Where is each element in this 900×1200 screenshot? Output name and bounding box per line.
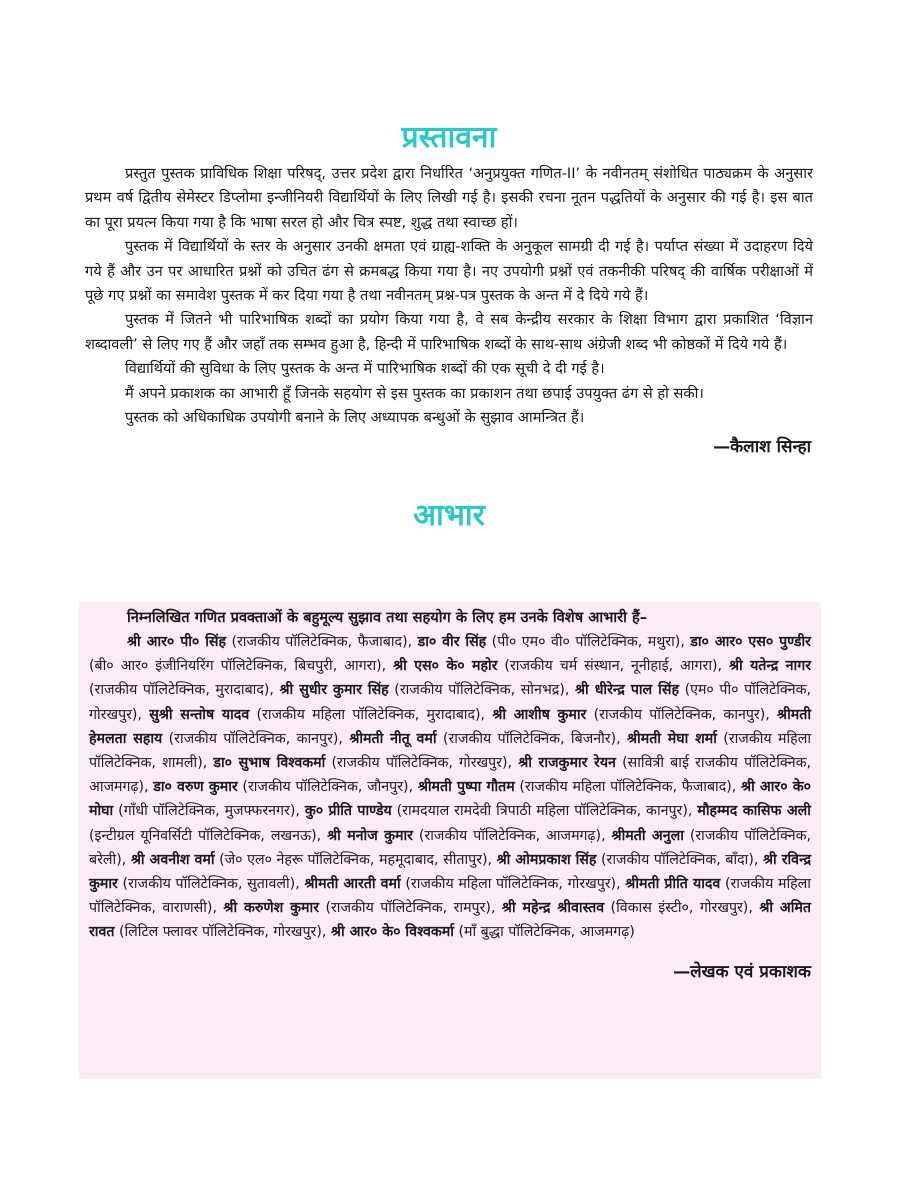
preface-paragraph: मैं अपने प्रकाशक का आभारी हूँ जिनके सहयोग से इस पुस्तक का प्रकाशन तथा छपाई उपयुक्त ढंग से हो सकी।: [125, 384, 704, 402]
contributor-name: श्री आर० के० विश्वकर्मा: [330, 924, 454, 941]
contributor-name: श्री धीरेन्द्र पाल सिंह: [574, 682, 679, 699]
contributor-name: श्री महेन्द्र श्रीवास्तव: [501, 900, 605, 917]
contributor-name: श्री आशीष कुमार: [492, 706, 587, 723]
contributor-institution: (राजकीय पॉलिटेक्निक, कानपुर),: [162, 730, 350, 747]
contributor-institution: (पी० एम० वी० पॉलिटेक्निक, मथुरा),: [486, 634, 691, 650]
preface-paragraph: प्रस्तुत पुस्तक प्राविधिक शिक्षा परिषद्, उत्तर प्रदेश द्वारा निर्धारित ‘अनुप्रयुक्त गणित-II’ के नवीनतम् संशोधित पाठ्यक्रम के अनुसार प्रथम वर्ष द्वितीय सेमेस्टर डिप्लोमा इन्जीनियरी विद्यार्थियों के लिए लिखी गई है। इसकी रचना नूतन पद्धतियों के अनुसार की गई है। इस बात का पूरा प्रयत्न किया गया है कि भाषा सरल हो और चित्र स्पष्ट, शुद्ध तथा स्वाच्छ हों।: [85, 165, 813, 231]
contributor-institution: (राजकीय पॉलिटेक्निक, फैजाबाद),: [226, 634, 418, 650]
contributor-institution: (जे० एल० नेहरू पॉलिटेक्निक, महमूदाबाद, सीतापुर),: [214, 851, 497, 868]
contributor-name: श्री यतेन्द्र नागर: [728, 658, 811, 675]
preface-paragraph: पुस्तक को अधिकाधिक उपयोगी बनाने के लिए अध्यापक बन्धुओं के सुझाव आमन्त्रित हैं।: [125, 409, 585, 427]
contributor-name: डा० वीर सिंह: [417, 634, 487, 650]
preface-title: प्रस्तावना: [401, 120, 497, 155]
contributor-name: श्रीमती अनुला: [611, 827, 684, 844]
contributor-institution: (राजकीय पॉलिटेक्निक, कानपुर),: [586, 706, 778, 723]
contributor-name: श्री अवनीश वर्मा: [130, 851, 215, 868]
contributor-institution: (राजकीय महिला पॉलिटेक्निक, गोरखपुर),: [400, 876, 626, 893]
contributor-institution: (राजकीय पॉलिटेक्निक, रामपुर),: [319, 900, 502, 917]
acknowledgement-list: [89, 630, 811, 945]
contributor-institution: (लिटिल फ्लावर पॉलिटेक्निक, गोरखपुर),: [114, 924, 331, 941]
contributor-name: मौहम्मद कासिफ अली: [697, 803, 811, 820]
contributor-name: श्री मनोज कुमार: [327, 827, 413, 844]
contributor-name: श्रीमती नीतू वर्मा: [349, 730, 437, 747]
contributor-institution: (इन्टीग्रल यूनिवर्सिटी पॉलिटेक्निक, लखनऊ),: [89, 827, 328, 844]
contributor-institution: (राजकीय महिला पॉलिटेक्निक, शामली),: [89, 730, 811, 772]
preface-paragraph: विद्यार्थियों की सुविधा के लिए पुस्तक के अन्त में पारिभाषिक शब्दों की एक सूची दे दी गई है।: [125, 360, 605, 378]
contributor-name: श्री राजकुमार रेयन: [518, 755, 616, 772]
contributor-institution: (राजकीय महिला पॉलिटेक्निक, फैजाबाद),: [514, 779, 742, 796]
contributor-institution: (राजकीय पॉलिटेक्निक, आजमगढ़),: [412, 827, 612, 844]
contributor-institution: (सावित्री बाई राजकीय पॉलिटेक्निक, आजमगढ़),: [89, 755, 811, 796]
contributor-name: श्री रविन्द्र कुमार: [89, 851, 811, 893]
contributor-name: श्री अमित रावत: [89, 900, 811, 941]
contributor-institution: (राजकीय पॉलिटेक्निक, मुरादाबाद),: [89, 682, 280, 699]
contributor-institution: (माँ बुद्धा पॉलिटेक्निक, आजमगढ़): [453, 924, 635, 941]
acknowledgement-title: आभार: [413, 498, 485, 534]
contributor-name: कु० प्रीति पाण्डेय: [304, 803, 392, 820]
preface-paragraph: पुस्तक में जितने भी पारिभाषिक शब्दों का प्रयोग किया गया है, वे सब केन्द्रीय सरकार के शिक्षा विभाग द्वारा प्रकाशित ‘विज्ञान शब्दावली’ से लिए गए हैं और जहाँ तक सम्भव हुआ है, हिन्दी में पारिभाषिक शब्दों के साथ-साथ अंग्रेजी शब्द भी कोष्ठकों में दिये गये हैं।: [85, 311, 813, 353]
preface-section: [85, 118, 813, 548]
preface-paragraph: पुस्तक में विद्यार्थियों के स्तर के अनुसार उनकी क्षमता एवं ग्राह्य-शक्ति के अनुकूल सामग्री दी गई है। पर्याप्त संख्या में उदाहरण दिये गये हैं और उन पर आधारित प्रश्नों को उचित ढंग से क्रमबद्ध किया गया है। नए उपयोगी प्रश्नों एवं तकनीकी परिषद् की वार्षिक परीक्षाओं में पूछे गए प्रश्नों का समावेश पुस्तक में कर दिया गया है तथा नवीनतम् प्रश्न-पत्र पुस्तक के अन्त में दे दिये गये हैं।: [85, 238, 813, 305]
contributor-institution: (गाँधी पॉलिटेक्निक, मुजफ्फरनगर),: [113, 803, 305, 820]
contributor-name: श्री करुणेश कुमार: [223, 900, 320, 917]
preface-signature: —कैलाश सिन्हा: [713, 437, 811, 458]
contributor-name: श्रीमती मेघा शर्मा: [627, 730, 717, 747]
contributor-name: डा० वरुण कुमार: [153, 779, 238, 796]
contributor-institution: (राजकीय पॉलिटेक्निक, बिजनौर),: [436, 730, 627, 747]
contributor-institution: (रामदयाल रामदेवी त्रिपाठी महिला पॉलिटेक्निक, कानपुर),: [391, 803, 698, 820]
contributor-name: श्री सुधीर कुमार सिंह: [279, 682, 389, 699]
contributor-institution: (राजकीय पॉलिटेक्निक, गोरखपुर),: [325, 755, 519, 772]
contributor-institution: (राजकीय चर्म संस्थान, नूनीहाई, आगरा),: [497, 658, 729, 675]
contributor-institution: (बी० आर० इंजीनियरिंग पॉलिटेक्निक, बिचपुरी, आगरा),: [89, 658, 394, 675]
contributor-name: सुश्री सन्तोष यादव: [149, 706, 250, 723]
contributor-name: श्री आर० पी० सिंह: [127, 634, 226, 650]
contributor-name: श्रीमती आरती वर्मा: [304, 876, 401, 893]
contributor-name: डा० आर० एस० पुण्डीर: [690, 634, 811, 650]
contributor-name: डा० सुभाष विश्वकर्मा: [213, 755, 326, 772]
contributor-name: श्री ओमप्रकाश सिंह: [496, 851, 597, 868]
contributor-name: श्रीमती प्रीति यादव: [625, 876, 721, 893]
acknowledgement-signature: —लेखक एवं प्रकाशक: [673, 961, 811, 982]
contributor-institution: (एम० पी० पॉलिटेक्निक, गोरखपुर),: [89, 682, 811, 723]
acknowledgement-section: [89, 606, 811, 987]
contributor-institution: (राजकीय पॉलिटेक्निक, बाँदा),: [596, 851, 763, 868]
contributor-institution: (राजकीय पॉलिटेक्निक, जौनपुर),: [237, 779, 418, 796]
contributor-name: श्रीमती हेमलता सहाय: [89, 706, 812, 747]
contributor-name: श्री एस० के० महोर: [393, 658, 498, 675]
contributor-institution: (राजकीय पॉलिटेक्निक, सोनभद्र),: [388, 682, 575, 699]
contributor-name: श्री आर० के० मोघा: [89, 779, 812, 820]
contributor-name: श्रीमती पुष्पा गौतम: [417, 779, 515, 796]
contributor-institution: (राजकीय महिला पॉलिटेक्निक, वाराणसी),: [89, 876, 811, 917]
contributor-institution: (विकास इंस्टी०, गोरखपुर),: [604, 900, 760, 917]
acknowledgement-intro: निम्नलिखित गणित प्रवक्ताओं के बहुमूल्य सुझाव तथा सहयोग के लिए हम उनके विशेष आभारी हैं–: [127, 609, 648, 626]
contributor-institution: (राजकीय पॉलिटेक्निक, बरेली),: [89, 827, 811, 868]
contributor-institution: (राजकीय पॉलिटेक्निक, सुतावली),: [117, 876, 305, 893]
contributor-institution: (राजकीय महिला पॉलिटेक्निक, मुरादाबाद),: [249, 706, 493, 723]
